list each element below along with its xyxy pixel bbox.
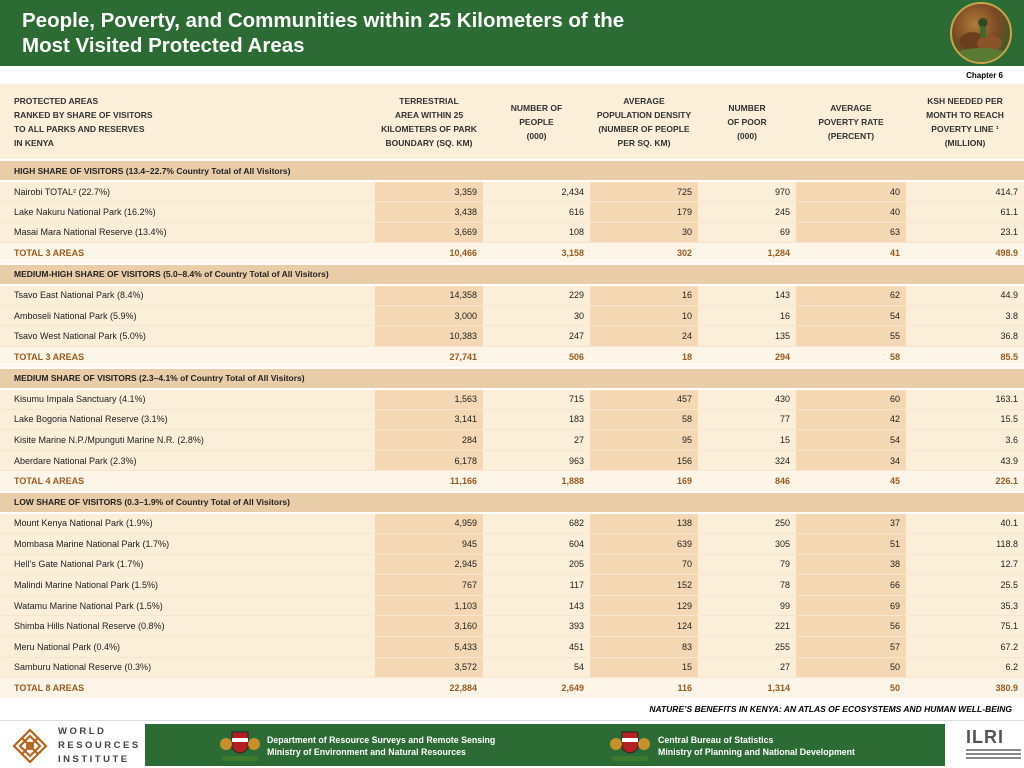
column-header-line: AREA WITHIN 25 [394, 109, 464, 120]
value-cell: 10 [590, 305, 698, 326]
value-cell: 163.1 [906, 389, 1024, 410]
column-header [698, 84, 796, 160]
table-row [0, 430, 1024, 451]
value-cell: 40 [796, 181, 906, 202]
value-cell: 245 [698, 202, 796, 223]
column-header-line: POPULATION DENSITY [596, 109, 692, 120]
page-title [22, 8, 842, 58]
value-cell: 414.7 [906, 181, 1024, 202]
table-row [0, 637, 1024, 658]
value-cell: 27 [483, 430, 590, 451]
value-cell: 3,669 [375, 222, 483, 243]
value-cell: 3,141 [375, 409, 483, 430]
title-line-1: People, Poverty, and Communities within 25 Kilometers of the [22, 9, 625, 32]
total-row [0, 243, 1024, 264]
section-row [0, 368, 1024, 389]
value-cell: 16 [698, 305, 796, 326]
column-header-line: (NUMBER OF PEOPLE [598, 123, 690, 134]
chapter-label: Chapter 6 [966, 71, 1003, 80]
value-cell: 138 [590, 513, 698, 534]
total-value-cell: 58 [796, 347, 906, 368]
section-label: HIGH SHARE OF VISITORS (13.4–22.7% Country Total of All Visitors) [0, 160, 1024, 181]
total-value-cell: 41 [796, 243, 906, 264]
column-header [906, 84, 1024, 160]
footer [0, 720, 1024, 768]
column-header-line: (000) [737, 130, 757, 141]
area-name-cell: Masai Mara National Reserve (13.4%) [0, 222, 375, 243]
value-cell: 16 [590, 285, 698, 306]
kenya-coat-of-arms-icon [218, 726, 262, 764]
header-photo-icon [950, 2, 1012, 64]
value-cell: 305 [698, 534, 796, 555]
value-cell: 767 [375, 575, 483, 596]
dept1-line-2: Ministry of Environment and Natural Resources [267, 747, 466, 757]
total-value-cell: 2,649 [483, 678, 590, 699]
column-header [483, 84, 590, 160]
area-name-cell: Nairobi TOTAL² (22.7%) [0, 181, 375, 202]
total-value-cell: 1,314 [698, 678, 796, 699]
table-row [0, 389, 1024, 410]
value-cell: 205 [483, 554, 590, 575]
value-cell: 3,359 [375, 181, 483, 202]
value-cell: 67.2 [906, 637, 1024, 658]
column-header-line: PER SQ. KM) [617, 137, 671, 148]
area-name-cell: Samburu National Reserve (0.3%) [0, 657, 375, 678]
area-name-cell: Tsavo West National Park (5.0%) [0, 326, 375, 347]
value-cell: 83 [590, 637, 698, 658]
value-cell: 4,959 [375, 513, 483, 534]
value-cell: 2,434 [483, 181, 590, 202]
column-header [590, 84, 698, 160]
value-cell: 79 [698, 554, 796, 575]
column-header-line: POVERTY RATE [818, 116, 884, 127]
table-row [0, 181, 1024, 202]
value-cell: 23.1 [906, 222, 1024, 243]
table-row [0, 222, 1024, 243]
value-cell: 5,433 [375, 637, 483, 658]
column-header-line: AVERAGE [623, 95, 665, 106]
value-cell: 183 [483, 409, 590, 430]
value-cell: 945 [375, 534, 483, 555]
area-name-cell: Kisumu Impala Sanctuary (4.1%) [0, 389, 375, 410]
total-value-cell: 380.9 [906, 678, 1024, 699]
value-cell: 55 [796, 326, 906, 347]
area-name-cell: Aberdare National Park (2.3%) [0, 450, 375, 471]
column-header-line: TO ALL PARKS AND RESERVES [14, 123, 145, 134]
value-cell: 221 [698, 616, 796, 637]
value-cell: 36.8 [906, 326, 1024, 347]
value-cell: 54 [796, 430, 906, 451]
column-header-line: KILOMETERS OF PARK [381, 123, 477, 134]
column-header-line: (PERCENT) [827, 130, 875, 141]
value-cell: 639 [590, 534, 698, 555]
total-label-cell: TOTAL 8 AREAS [0, 678, 375, 699]
total-value-cell: 45 [796, 471, 906, 492]
value-cell: 963 [483, 450, 590, 471]
value-cell: 616 [483, 202, 590, 223]
table-row [0, 513, 1024, 534]
value-cell: 51 [796, 534, 906, 555]
value-cell: 604 [483, 534, 590, 555]
header-banner [0, 0, 1024, 66]
table-row [0, 202, 1024, 223]
dept2-line-2: Ministry of Planning and National Development [658, 747, 855, 757]
total-value-cell: 85.5 [906, 347, 1024, 368]
table-row [0, 657, 1024, 678]
value-cell: 99 [698, 595, 796, 616]
section-label: MEDIUM SHARE OF VISITORS (2.3–4.1% of Country Total of All Visitors) [0, 368, 1024, 389]
area-name-cell: Lake Bogoria National Reserve (3.1%) [0, 409, 375, 430]
value-cell: 250 [698, 513, 796, 534]
value-cell: 284 [375, 430, 483, 451]
total-value-cell: 1,888 [483, 471, 590, 492]
column-header-line: NUMBER [728, 102, 766, 113]
total-value-cell: 302 [590, 243, 698, 264]
column-header-line: KSH NEEDED PER [927, 95, 1003, 106]
kenya-coat-of-arms-icon [608, 726, 652, 764]
value-cell: 42 [796, 409, 906, 430]
area-name-cell: Mount Kenya National Park (1.9%) [0, 513, 375, 534]
value-cell: 95 [590, 430, 698, 451]
total-label-cell: TOTAL 3 AREAS [0, 243, 375, 264]
wri-line-1: WORLD [58, 726, 107, 737]
value-cell: 393 [483, 616, 590, 637]
value-cell: 3,572 [375, 657, 483, 678]
value-cell: 430 [698, 389, 796, 410]
column-header-line: RANKED BY SHARE OF VISITORS [14, 109, 153, 120]
value-cell: 2,945 [375, 554, 483, 575]
value-cell: 30 [590, 222, 698, 243]
total-value-cell: 116 [590, 678, 698, 699]
value-cell: 25.5 [906, 575, 1024, 596]
value-cell: 229 [483, 285, 590, 306]
section-label: LOW SHARE OF VISITORS (0.3–1.9% of Country Total of All Visitors) [0, 492, 1024, 513]
table-row [0, 305, 1024, 326]
total-value-cell: 3,158 [483, 243, 590, 264]
value-cell: 63 [796, 222, 906, 243]
value-cell: 118.8 [906, 534, 1024, 555]
total-value-cell: 18 [590, 347, 698, 368]
area-name-cell: Shimba Hills National Reserve (0.8%) [0, 616, 375, 637]
total-value-cell: 27,741 [375, 347, 483, 368]
value-cell: 3,438 [375, 202, 483, 223]
value-cell: 70 [590, 554, 698, 575]
column-header-line: IN KENYA [14, 137, 54, 148]
value-cell: 117 [483, 575, 590, 596]
area-name-cell: Mombasa Marine National Park (1.7%) [0, 534, 375, 555]
value-cell: 38 [796, 554, 906, 575]
table-row [0, 554, 1024, 575]
column-header-line: AVERAGE [830, 102, 872, 113]
table-row [0, 575, 1024, 596]
area-name-cell: Amboseli National Park (5.9%) [0, 305, 375, 326]
total-row [0, 347, 1024, 368]
value-cell: 108 [483, 222, 590, 243]
dept1-line-1: Department of Resource Surveys and Remote Sensing [267, 735, 496, 745]
value-cell: 970 [698, 181, 796, 202]
value-cell: 457 [590, 389, 698, 410]
area-name-cell: Lake Nakuru National Park (16.2%) [0, 202, 375, 223]
value-cell: 34 [796, 450, 906, 471]
total-value-cell: 1,284 [698, 243, 796, 264]
section-row [0, 492, 1024, 513]
value-cell: 324 [698, 450, 796, 471]
value-cell: 152 [590, 575, 698, 596]
value-cell: 78 [698, 575, 796, 596]
dept-statistics-text [658, 734, 855, 758]
column-header-line: (000) [526, 130, 547, 141]
column-header-line: PROTECTED AREAS [14, 95, 99, 106]
value-cell: 66 [796, 575, 906, 596]
value-cell: 62 [796, 285, 906, 306]
total-value-cell: 22,884 [375, 678, 483, 699]
value-cell: 715 [483, 389, 590, 410]
protected-areas-table [0, 84, 1024, 700]
value-cell: 35.3 [906, 595, 1024, 616]
value-cell: 14,358 [375, 285, 483, 306]
column-header-line: TERRESTRIAL [399, 95, 459, 106]
value-cell: 44.9 [906, 285, 1024, 306]
dept2-line-1: Central Bureau of Statistics [658, 735, 774, 745]
section-row [0, 264, 1024, 285]
table-row [0, 616, 1024, 637]
column-header-line: (MILLION) [944, 137, 986, 148]
value-cell: 27 [698, 657, 796, 678]
wri-line-2: RESOURCES [58, 740, 141, 751]
column-header-line: MONTH TO REACH [926, 109, 1004, 120]
section-label: MEDIUM-HIGH SHARE OF VISITORS (5.0–8.4% of Country Total of All Visitors) [0, 264, 1024, 285]
value-cell: 247 [483, 326, 590, 347]
table-row [0, 534, 1024, 555]
value-cell: 54 [483, 657, 590, 678]
value-cell: 6,178 [375, 450, 483, 471]
ilri-subtitle-lines-icon [966, 749, 1021, 763]
value-cell: 3.8 [906, 305, 1024, 326]
value-cell: 50 [796, 657, 906, 678]
atlas-caption: NATURE’S BENEFITS IN KENYA: AN ATLAS OF ECOSYSTEMS AND HUMAN WELL-BEING [649, 704, 1012, 714]
value-cell: 725 [590, 181, 698, 202]
value-cell: 24 [590, 326, 698, 347]
value-cell: 58 [590, 409, 698, 430]
value-cell: 135 [698, 326, 796, 347]
area-name-cell: Hell’s Gate National Park (1.7%) [0, 554, 375, 575]
total-label-cell: TOTAL 4 AREAS [0, 471, 375, 492]
area-name-cell: Watamu Marine National Park (1.5%) [0, 595, 375, 616]
value-cell: 1,563 [375, 389, 483, 410]
column-header-line: POVERTY LINE ¹ [931, 123, 999, 134]
value-cell: 12.7 [906, 554, 1024, 575]
table-row [0, 450, 1024, 471]
column-header-line: PEOPLE [519, 116, 554, 127]
value-cell: 40 [796, 202, 906, 223]
data-table-container [0, 84, 1024, 700]
wri-line-3: INSTITUTE [58, 754, 130, 765]
column-header-protected-areas [0, 84, 375, 160]
area-name-cell: Tsavo East National Park (8.4%) [0, 285, 375, 306]
ilri-wordmark: ILRI [966, 727, 1004, 747]
wri-name [58, 725, 141, 767]
value-cell: 56 [796, 616, 906, 637]
value-cell: 129 [590, 595, 698, 616]
table-row [0, 285, 1024, 306]
total-row [0, 678, 1024, 699]
wri-logo-icon [10, 726, 50, 766]
total-label-cell: TOTAL 3 AREAS [0, 347, 375, 368]
value-cell: 60 [796, 389, 906, 410]
value-cell: 124 [590, 616, 698, 637]
value-cell: 30 [483, 305, 590, 326]
dept-surveys-text [267, 734, 495, 758]
table-row [0, 409, 1024, 430]
value-cell: 143 [483, 595, 590, 616]
total-value-cell: 846 [698, 471, 796, 492]
value-cell: 43.9 [906, 450, 1024, 471]
value-cell: 15 [590, 657, 698, 678]
value-cell: 3.6 [906, 430, 1024, 451]
table-header-row [0, 84, 1024, 160]
value-cell: 1,103 [375, 595, 483, 616]
column-header-line: NUMBER OF [510, 102, 563, 113]
value-cell: 75.1 [906, 616, 1024, 637]
value-cell: 156 [590, 450, 698, 471]
total-value-cell: 169 [590, 471, 698, 492]
area-name-cell: Malindi Marine National Park (1.5%) [0, 575, 375, 596]
value-cell: 682 [483, 513, 590, 534]
value-cell: 10,383 [375, 326, 483, 347]
total-value-cell: 11,166 [375, 471, 483, 492]
value-cell: 179 [590, 202, 698, 223]
column-header [375, 84, 483, 160]
total-value-cell: 50 [796, 678, 906, 699]
area-name-cell: Meru National Park (0.4%) [0, 637, 375, 658]
value-cell: 451 [483, 637, 590, 658]
value-cell: 15 [698, 430, 796, 451]
value-cell: 6.2 [906, 657, 1024, 678]
value-cell: 54 [796, 305, 906, 326]
title-line-2: Most Visited Protected Areas [22, 34, 305, 57]
value-cell: 69 [796, 595, 906, 616]
total-value-cell: 10,466 [375, 243, 483, 264]
total-value-cell: 506 [483, 347, 590, 368]
value-cell: 37 [796, 513, 906, 534]
area-name-cell: Kisite Marine N.P./Mpunguti Marine N.R. (2.8%) [0, 430, 375, 451]
value-cell: 69 [698, 222, 796, 243]
value-cell: 255 [698, 637, 796, 658]
value-cell: 57 [796, 637, 906, 658]
value-cell: 15.5 [906, 409, 1024, 430]
table-row [0, 595, 1024, 616]
column-header-line: OF POOR [727, 116, 767, 127]
value-cell: 61.1 [906, 202, 1024, 223]
value-cell: 3,160 [375, 616, 483, 637]
value-cell: 77 [698, 409, 796, 430]
total-value-cell: 294 [698, 347, 796, 368]
section-row [0, 160, 1024, 181]
column-header-line: BOUNDARY (SQ. KM) [385, 137, 473, 148]
ilri-logo [960, 724, 1022, 766]
column-header [796, 84, 906, 160]
table-row [0, 326, 1024, 347]
total-value-cell: 498.9 [906, 243, 1024, 264]
value-cell: 143 [698, 285, 796, 306]
total-value-cell: 226.1 [906, 471, 1024, 492]
total-row [0, 471, 1024, 492]
value-cell: 3,000 [375, 305, 483, 326]
value-cell: 40.1 [906, 513, 1024, 534]
